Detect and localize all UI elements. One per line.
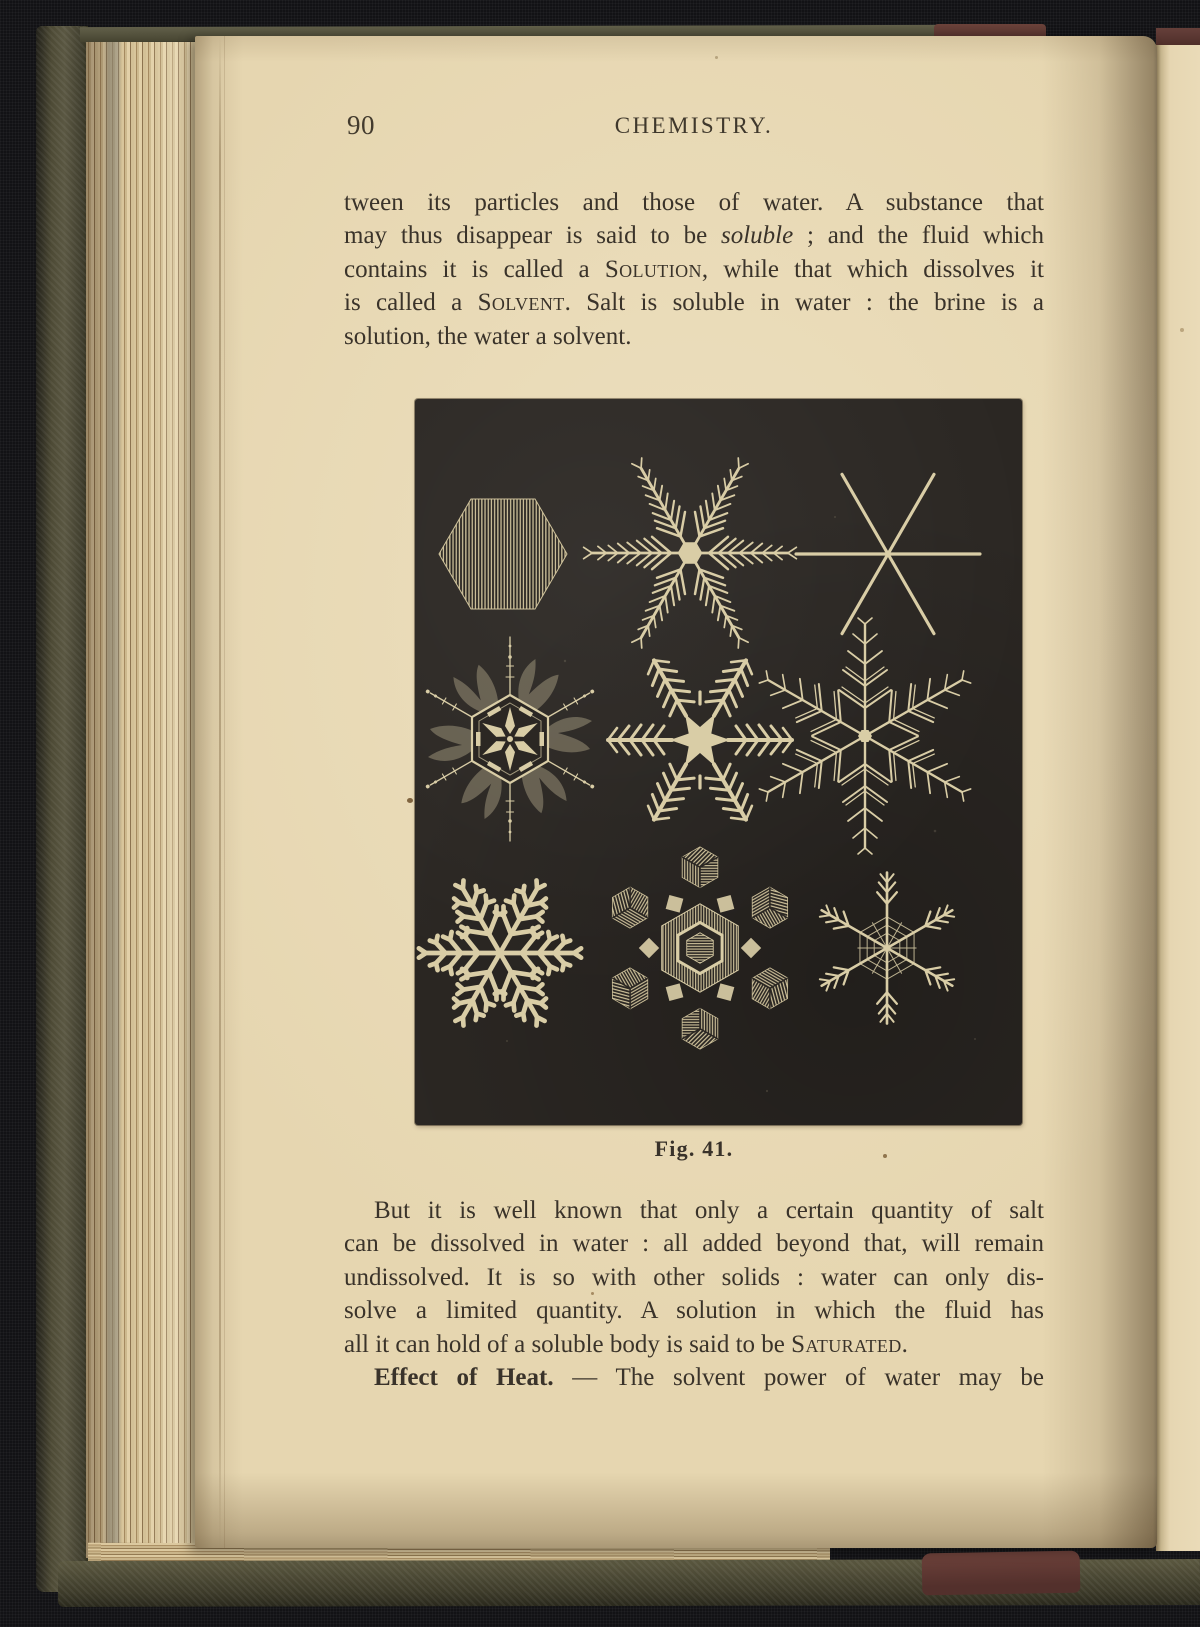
text-run: . [901, 1330, 908, 1358]
text-run-smallcaps: Solution [604, 255, 702, 283]
text-run: But it is well known that only a certain quantity of salt [374, 1197, 1044, 1224]
text-run-italic: soluble [720, 222, 794, 250]
text-run: . Salt is soluble in water : the brine is a [564, 289, 1044, 317]
snowflake-cubic-cluster [603, 847, 796, 1049]
text-line [344, 1261, 1044, 1294]
text-run-smallcaps: Solvent [477, 289, 565, 317]
snowflake-ornate-hexagon [424, 637, 595, 841]
facing-page-leather-corner [1156, 28, 1200, 45]
text-run-bold: Effect of Heat. [374, 1364, 554, 1392]
page-number: 90 [347, 110, 375, 140]
page-stain [407, 798, 413, 803]
text-run: contains it is called a [344, 255, 605, 283]
text-run: tween its particles and those of water. A substance that [344, 189, 1044, 216]
spine-leather-bottom [922, 1551, 1081, 1596]
facing-page-edge [1156, 30, 1200, 1551]
snowflake-six-ray-star [796, 474, 980, 633]
text-line [344, 186, 1044, 219]
text-run: may thus disappear is said to be [344, 222, 721, 250]
engraving-noise [506, 516, 976, 1092]
text-line [344, 320, 1044, 353]
text-run: — The solvent power of water may be [553, 1364, 1044, 1392]
snowflake-dendrite [750, 618, 980, 854]
text-run: undissolved. It is so with other solids : water can only dis- [344, 1263, 1044, 1291]
book-cover-left-edge [36, 26, 88, 1592]
page-title: CHEMISTRY. [614, 113, 774, 138]
text-run: all it can hold of a soluble body is said to be [344, 1330, 792, 1358]
page-stain [715, 56, 718, 59]
text-line [344, 219, 1044, 252]
text-run: solution, the water a solvent. [344, 322, 632, 350]
snow-crystals-engraving [415, 399, 1022, 1125]
text-line [344, 1328, 1044, 1361]
snowflake-star-center [608, 653, 792, 827]
text-line [344, 1294, 1044, 1327]
text-line [344, 1194, 1044, 1227]
text-line [344, 1227, 1044, 1260]
text-line [344, 286, 1044, 319]
text-run: , while that which dissolves it [701, 255, 1044, 283]
paragraph-saturation [344, 1194, 1044, 1394]
paragraph-solubility [344, 186, 1044, 353]
page-stain [1180, 328, 1184, 332]
text-run: is called a [344, 289, 478, 317]
snowflake-feathery-star [584, 453, 797, 653]
text-run: can be dissolved in water : all added beyond that, will remain [344, 1230, 1044, 1258]
text-line [344, 253, 1044, 286]
gutter-crease-2 [224, 36, 225, 1548]
gutter-crease [219, 36, 221, 1548]
text-run: ; and the fluid which [793, 222, 1044, 250]
figure-caption: Fig. 41. [654, 1136, 734, 1161]
figure-41-plate [415, 399, 1022, 1125]
page-stack-edges [86, 42, 198, 1558]
text-run-smallcaps: Saturated [791, 1330, 902, 1358]
text-line-effect-of-heat [344, 1361, 1044, 1394]
running-head [344, 110, 1044, 146]
book-page [195, 36, 1157, 1548]
text-run: solve a limited quantity. A solution in which the fluid has [344, 1297, 1044, 1325]
snowflake-hexagonal-plate [439, 499, 567, 609]
snowflake-web-star [817, 873, 958, 1024]
snowflake-fern-star [419, 870, 581, 1035]
